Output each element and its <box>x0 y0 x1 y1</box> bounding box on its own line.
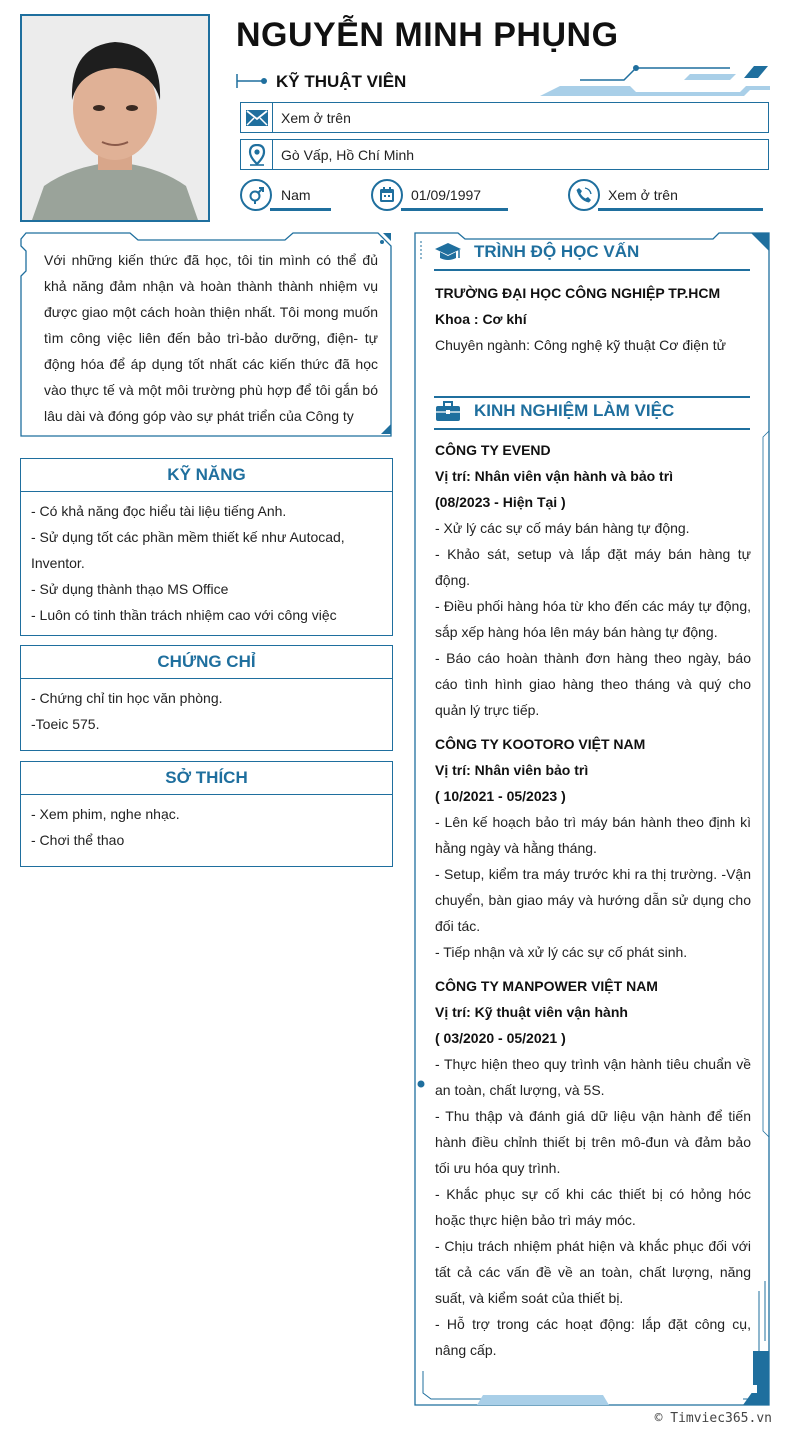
skill-item: - Có khả năng đọc hiểu tài liệu tiếng Anh. <box>31 503 287 519</box>
gender-field <box>240 178 311 212</box>
job-period: ( 03/2020 - 05/2021 ) <box>435 1030 566 1046</box>
education-header <box>434 240 750 264</box>
job-entry <box>435 973 751 1363</box>
hobby-item: - Xem phim, nghe nhạc. <box>31 806 180 822</box>
profile-photo <box>20 14 210 222</box>
calendar-icon <box>371 179 403 211</box>
email-value: Xem ở trên <box>281 109 351 126</box>
address-value: Gò Vấp, Hồ Chí Minh <box>281 146 415 163</box>
job-entry <box>435 437 751 723</box>
job-duty: - Lên kế hoạch bảo trì máy bán hành theo định kì hằng ngày và hằng tháng. <box>435 814 751 856</box>
education-divider <box>434 269 750 271</box>
skills-heading: KỸ NĂNG <box>21 459 392 492</box>
skill-item: - Luôn có tinh thần trách nhiệm cao với công việc <box>31 607 337 623</box>
phone-underline <box>598 208 763 211</box>
job-duty: - Xử lý các sự cố máy bán hàng tự động. <box>435 520 690 536</box>
job-title: KỸ THUẬT VIÊN <box>276 72 407 91</box>
job-duty: - Khảo sát, setup và lắp đặt máy bán hàng tự động. <box>435 546 751 588</box>
graduation-cap-icon <box>434 240 462 264</box>
job-duty: - Báo cáo hoàn thành đơn hàng theo ngày, báo cáo tình hình giao hàng theo tháng và quý cho quản lý trực tiếp. <box>435 650 751 718</box>
phone-value: Xem ở trên <box>608 187 678 203</box>
hobbies-section <box>20 761 393 867</box>
job-period: ( 10/2021 - 05/2023 ) <box>435 788 566 804</box>
experience-header <box>434 399 750 423</box>
job-duty: - Thu thập và đánh giá dữ liệu vận hành để tiến hành điều chỉnh thiết bị trên mô-đun và đảm bảo tối ưu hóa quy trình. <box>435 1108 751 1176</box>
watermark-footer: © Timviec365.vn <box>654 1411 772 1426</box>
job-position: Vị trí: Nhân viên vận hành và bảo trì <box>435 468 674 484</box>
job-duty: - Hỗ trợ trong các hoạt động: lắp đặt công cụ, nâng cấp. <box>435 1316 751 1358</box>
company-name: CÔNG TY EVEND <box>435 442 551 458</box>
experience-divider <box>434 428 750 430</box>
company-name: CÔNG TY KOOTORO VIỆT NAM <box>435 736 646 752</box>
skill-item: - Sử dụng tốt các phần mềm thiết kế như Autocad, Inventor. <box>31 529 345 571</box>
header-decoration <box>540 60 770 100</box>
certificates-heading: CHỨNG CHỈ <box>21 646 392 679</box>
job-period: (08/2023 - Hiện Tại ) <box>435 494 566 510</box>
education-heading: TRÌNH ĐỘ HỌC VẤN <box>474 242 640 261</box>
objective-section <box>20 231 393 438</box>
gender-value: Nam <box>281 187 311 203</box>
job-duty: - Thực hiện theo quy trình vận hành tiêu chuẩn về an toàn, chất lượng, và 5S. <box>435 1056 751 1098</box>
email-row <box>240 102 769 133</box>
job-duty: - Chịu trách nhiệm phát hiện và khắc phục đối với tất cả các vấn đề về an toàn, chất lượng, năng suất, và kiểm soát của thiết bị. <box>435 1238 751 1306</box>
envelope-icon <box>241 103 273 132</box>
hobbies-heading: SỞ THÍCH <box>21 762 392 795</box>
location-pin-icon <box>241 140 273 169</box>
phone-field <box>568 178 678 212</box>
job-duty: - Setup, kiểm tra máy trước khi ra thị trường. -Vận chuyển, bàn giao máy và hướng dẫn sử dụng cho đối tác. <box>435 866 751 934</box>
job-duty: - Khắc phục sự cố khi các thiết bị có hỏng hóc hoặc thực hiện bảo trì máy móc. <box>435 1186 751 1228</box>
job-entry <box>435 731 751 965</box>
company-name: CÔNG TY MANPOWER VIỆT NAM <box>435 978 658 994</box>
education-content <box>435 280 751 358</box>
job-position: Vị trí: Kỹ thuật viên vận hành <box>435 1004 628 1020</box>
experience-heading: KINH NGHIỆM LÀM VIỆC <box>474 401 675 420</box>
experience-top-divider <box>434 396 750 398</box>
skills-section <box>20 458 393 636</box>
birthday-value: 01/09/1997 <box>411 187 482 203</box>
title-line-decoration <box>236 73 268 89</box>
skill-item: - Sử dụng thành thạo MS Office <box>31 581 229 597</box>
objective-text: Với những kiến thức đã học, tôi tin mình có thể đủ khả năng đảm nhận và hoàn thành thành nhiệm vụ được giao một cách hoàn thiện nhất. Tôi mong muốn tìm công việc liên đến bảo trì-bảo dưỡng, điện- tự động hóa để áp dụng tốt nhất các kiến thức đã học vào thực tế và một môi trường phù hợp để tôi gắn bó lâu dài và đóng góp vào sự phát triển của Công ty <box>44 252 378 424</box>
faculty: Khoa : Cơ khí <box>435 311 527 327</box>
job-duty: - Điều phối hàng hóa từ kho đến các máy tự động, sắp xếp hàng hóa lên máy bán hàng tự động. <box>435 598 751 640</box>
phone-icon <box>568 179 600 211</box>
certificate-item: - Chứng chỉ tin học văn phòng. <box>31 690 223 706</box>
job-position: Vị trí: Nhân viên bảo trì <box>435 762 589 778</box>
major: Chuyên ngành: Công nghệ kỹ thuật Cơ điện tử <box>435 337 726 353</box>
birthday-underline <box>401 208 508 211</box>
address-row <box>240 139 769 170</box>
avatar <box>22 16 208 220</box>
birthday-field <box>371 178 481 212</box>
certificate-item: -Toeic 575. <box>31 716 100 732</box>
briefcase-icon <box>434 399 462 423</box>
school-name: TRƯỜNG ĐẠI HỌC CÔNG NGHIỆP TP.HCM <box>435 285 721 301</box>
gender-icon <box>240 179 272 211</box>
gender-underline <box>270 208 331 211</box>
experience-content <box>435 437 751 1371</box>
candidate-name: NGUYỄN MINH PHỤNG <box>236 16 619 54</box>
hobby-item: - Chơi thể thao <box>31 832 125 848</box>
certificates-section <box>20 645 393 751</box>
job-duty: - Tiếp nhận và xử lý các sự cố phát sinh. <box>435 944 688 960</box>
